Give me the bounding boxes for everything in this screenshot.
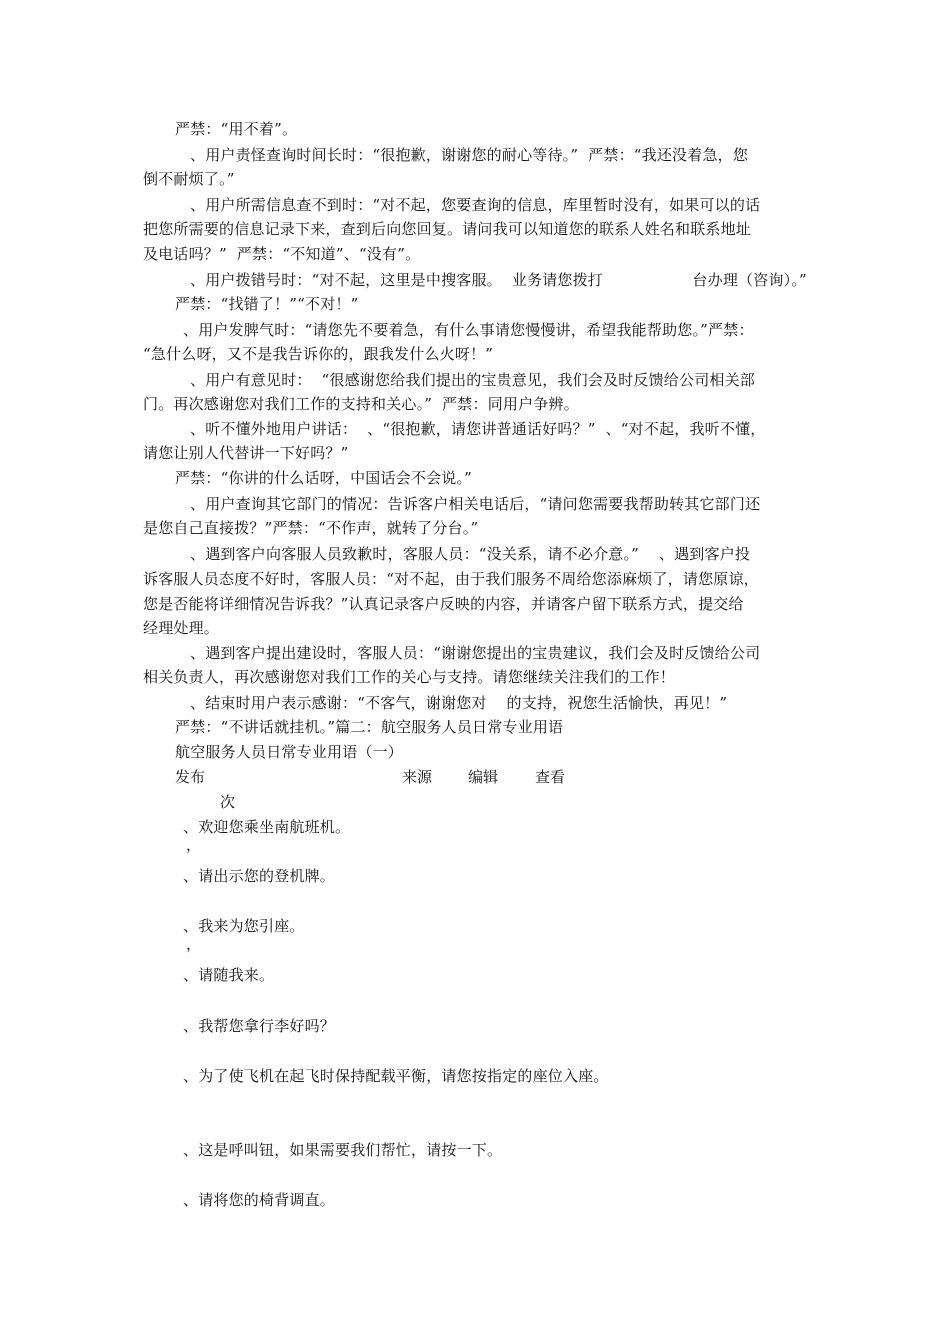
phrase-item: 、我来为您引座。 <box>183 917 305 935</box>
text-line: 严禁：“用不着”。 <box>175 120 298 138</box>
phrase-comma: ， <box>186 836 202 854</box>
phrase-item: 、请随我来。 <box>183 966 275 984</box>
text-line: 您是否能将详细情况告诉我？”认真记录客户反映的内容，并请客户留下联系方式，提交给 <box>143 595 744 613</box>
text-line: 严禁：“找错了！”“不对！” <box>175 295 359 313</box>
text-line: 、结束时用户表示感谢：“不客气，谢谢您对 的支持，祝您生活愉快，再见！” <box>190 694 728 712</box>
phrase-item: 、欢迎您乘坐南航班机。 <box>183 818 351 836</box>
meta-times: 次 <box>220 793 236 811</box>
text-line: 严禁：“你讲的什么话呀，中国话会不会说。” <box>175 469 473 487</box>
text-line: 、遇到客户提出建设时，客服人员：“谢谢您提出的宝贵建议，我们会及时反馈给公司 <box>190 644 761 662</box>
text-line: 门。再次感谢您对我们工作的支持和关心。” 严禁：同用户争辨。 <box>143 395 579 413</box>
phrase-item: 、为了使飞机在起飞时保持配载平衡，请您按指定的座位入座。 <box>183 1067 609 1085</box>
phrase-comma: ， <box>186 935 202 953</box>
text-line: 倒不耐烦了。” <box>143 170 235 188</box>
text-line: 航空服务人员日常专业用语（一） <box>175 743 404 761</box>
text-line: 、用户查询其它部门的情况：告诉客户相关电话后，“请问您需要我帮助转其它部门还 <box>190 495 761 513</box>
text-line: 严禁：“不讲话就挂机。”篇二：航空服务人员日常专业用语 <box>175 718 564 736</box>
text-line: 、用户拨错号时：“对不起，这里是中搜客服。 业务请您拨打 台办理（咨询）。” <box>190 271 807 289</box>
text-line: 把您所需要的信息记录下来，查到后向您回复。请问我可以知道您的联系人姓名和联系地址 <box>143 220 752 238</box>
text-line: 请您让别人代替讲一下好吗？” <box>143 444 349 462</box>
meta-publish: 发布 <box>175 768 206 786</box>
text-line: 及电话吗？” 严禁：“不知道”、“没有”。 <box>143 245 421 263</box>
text-line: 是您自己直接拨？”严禁：“不作声，就转了分台。” <box>143 519 479 537</box>
meta-source: 来源 <box>402 768 433 786</box>
phrase-item: 、请将您的椅背调直。 <box>183 1191 336 1209</box>
text-line: 、用户有意见时： “很感谢您给我们提出的宝贵意见，我们会及时反馈给公司相关部 <box>190 371 756 389</box>
text-line: 、听不懂外地用户讲话： 、“很抱歉，请您讲普通话好吗？” 、“对不起，我听不懂， <box>190 420 766 438</box>
text-line: 、用户发脾气时：“请您先不要着急，有什么事请您慢慢讲，希望我能帮助您。”严禁： <box>183 321 754 339</box>
text-line: 、遇到客户向客服人员致歉时，客服人员：“没关系，请不必介意。” 、遇到客户投 <box>190 545 751 563</box>
phrase-item: 、请出示您的登机牌。 <box>183 867 336 885</box>
text-line: 经理处理。 <box>143 619 220 637</box>
meta-editor: 编辑 <box>468 768 499 786</box>
text-line: 、用户所需信息查不到时：“对不起，您要查询的信息，库里暂时没有，如果可以的话 <box>190 196 761 214</box>
text-line: 相关负责人，再次感谢您对我们工作的关心与支持。请您继续关注我们的工作！ <box>143 668 676 686</box>
meta-view: 查看 <box>535 768 566 786</box>
text-line: 、用户责怪查询时间长时：“很抱歉，谢谢您的耐心等待。” 严禁：“我还没着急，您 <box>190 146 749 164</box>
phrase-item: 、这是呼叫钮，如果需要我们帮忙，请按一下。 <box>183 1141 503 1159</box>
phrase-item: 、我帮您拿行李好吗？ <box>183 1017 336 1035</box>
text-line: “急什么呀，又不是我告诉你的，跟我发什么火呀！” <box>143 345 494 363</box>
text-line: 诉客服人员态度不好时，客服人员：“对不起，由于我们服务不周给您添麻烦了，请您原谅， <box>143 570 759 588</box>
